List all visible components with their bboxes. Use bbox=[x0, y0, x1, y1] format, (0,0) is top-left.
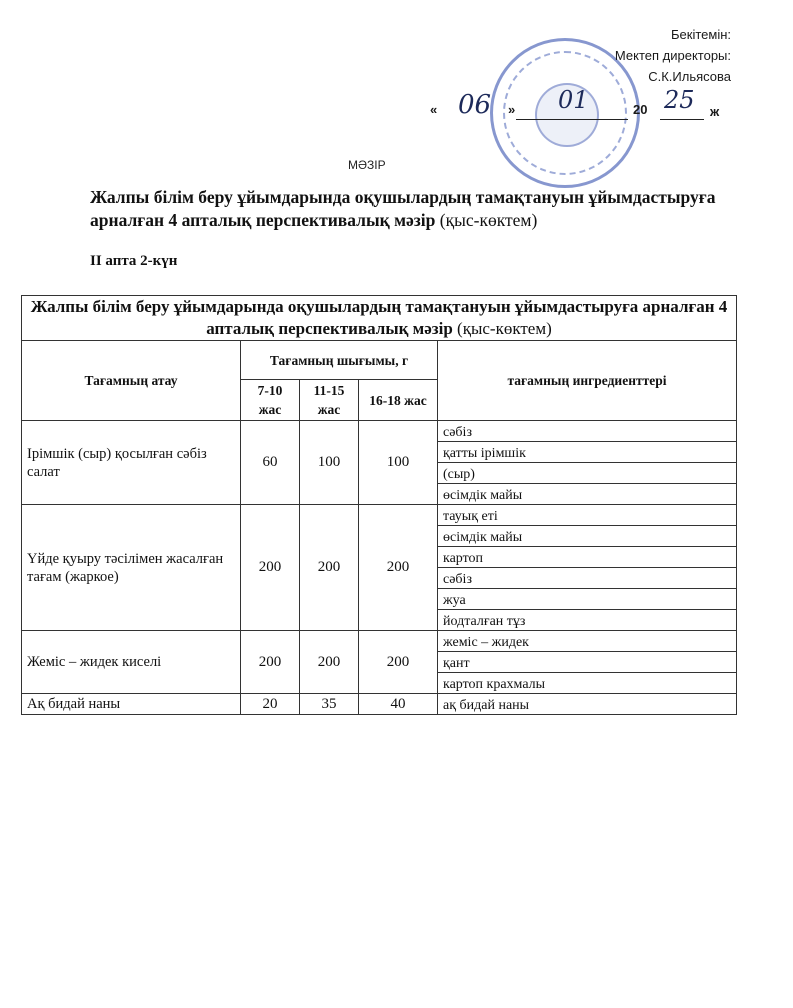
yield-11-15: 35 bbox=[300, 694, 359, 715]
ingredient: сәбіз bbox=[438, 568, 737, 589]
yield-16-18: 100 bbox=[359, 421, 438, 505]
approval-signatory: С.К.Ильясова bbox=[648, 69, 731, 84]
date-month-underline bbox=[516, 119, 628, 120]
ingredient: жеміс – жидек bbox=[438, 631, 737, 652]
document-title bbox=[90, 186, 740, 232]
approval-block bbox=[615, 24, 731, 87]
header-age-7-10: 7-10 жас bbox=[241, 380, 300, 421]
menu-label: МӘЗІР bbox=[348, 158, 386, 172]
date-day-handwritten: 06 bbox=[458, 90, 492, 120]
ingredient: картоп крахмалы bbox=[438, 673, 737, 694]
ingredient: жуа bbox=[438, 589, 737, 610]
ingredient: йодталған тұз bbox=[438, 610, 737, 631]
ingredient: ақ бидай наны bbox=[438, 694, 737, 715]
ingredient: өсімдік майы bbox=[438, 526, 737, 547]
ingredient: қант bbox=[438, 652, 737, 673]
table-row bbox=[22, 421, 737, 442]
table-header-row bbox=[22, 341, 737, 380]
dish-name: Ірімшік (сыр) қосылған сәбіз салат bbox=[22, 421, 241, 505]
document-title-season: (қыс-көктем) bbox=[439, 210, 538, 230]
date-year-handwritten: 25 bbox=[664, 86, 695, 114]
table-caption bbox=[22, 296, 737, 341]
ingredient: (сыр) bbox=[438, 463, 737, 484]
date-quote-close: » bbox=[508, 102, 516, 117]
week-day-label: II апта 2-күн bbox=[90, 253, 178, 269]
date-month-handwritten: 01 bbox=[558, 86, 589, 114]
table-row bbox=[22, 631, 737, 652]
yield-7-10: 20 bbox=[241, 694, 300, 715]
header-age-11-15: 11-15 жас bbox=[300, 380, 359, 421]
date-year-suffix: ж bbox=[710, 104, 720, 119]
yield-11-15: 200 bbox=[300, 505, 359, 631]
yield-11-15: 100 bbox=[300, 421, 359, 505]
dish-name: Үйде қуыру тәсілімен жасалған тағам (жаркое) bbox=[22, 505, 241, 631]
ingredient: сәбіз bbox=[438, 421, 737, 442]
table-row bbox=[22, 694, 737, 715]
approval-date bbox=[428, 86, 748, 122]
table-caption-season: (қыс-көктем) bbox=[457, 319, 552, 338]
table-caption-row bbox=[22, 296, 737, 341]
document-title-main: Жалпы білім беру ұйымдарында оқушылардың тамақтануын ұйымдастыруға арналған 4 апталық перспективалық мәзір bbox=[90, 187, 716, 230]
header-ingredients: тағамның ингредиенттері bbox=[438, 341, 737, 421]
date-year-prefix: 20 bbox=[633, 102, 648, 117]
ingredient: тауық еті bbox=[438, 505, 737, 526]
yield-7-10: 200 bbox=[241, 505, 300, 631]
yield-11-15: 200 bbox=[300, 631, 359, 694]
yield-16-18: 200 bbox=[359, 631, 438, 694]
yield-7-10: 60 bbox=[241, 421, 300, 505]
approval-position: Мектеп директоры: bbox=[614, 48, 731, 63]
dish-name: Ақ бидай наны bbox=[22, 694, 241, 715]
table-caption-main: Жалпы білім беру ұйымдарында оқушылардың тамақтануын ұйымдастыруға арналған 4 апталық перспективалық мәзір bbox=[30, 297, 728, 338]
header-age-16-18: 16-18 жас bbox=[359, 380, 438, 421]
date-year-underline bbox=[660, 119, 704, 120]
header-yield: Тағамның шығымы, г bbox=[241, 341, 438, 380]
ingredient: өсімдік майы bbox=[438, 484, 737, 505]
yield-16-18: 200 bbox=[359, 505, 438, 631]
table-row bbox=[22, 505, 737, 526]
menu-table bbox=[21, 295, 737, 715]
yield-7-10: 200 bbox=[241, 631, 300, 694]
date-quote-open: « bbox=[430, 102, 438, 117]
ingredient: картоп bbox=[438, 547, 737, 568]
dish-name: Жеміс – жидек киселі bbox=[22, 631, 241, 694]
ingredient: қатты ірімшік bbox=[438, 442, 737, 463]
header-dish-name: Тағамның атау bbox=[22, 341, 241, 421]
yield-16-18: 40 bbox=[359, 694, 438, 715]
approval-heading: Бекітемін: bbox=[671, 27, 731, 42]
